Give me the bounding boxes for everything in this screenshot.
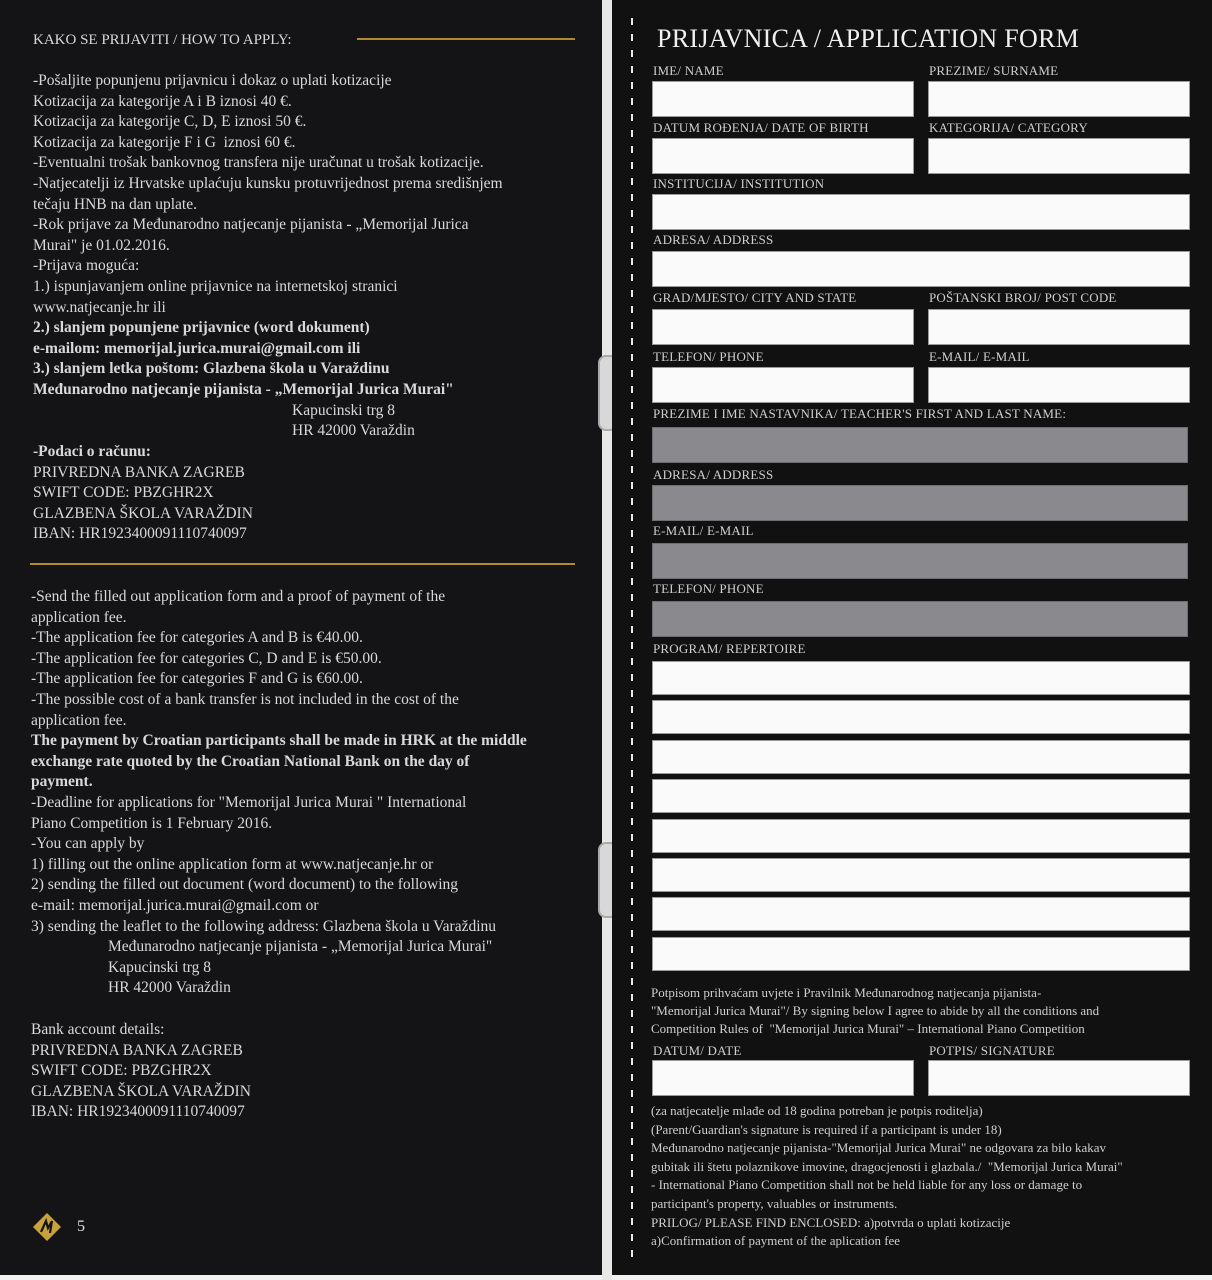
program-row-field[interactable]	[652, 819, 1190, 853]
instruction-line: -The possible cost of a bank transfer is not included in the cost of the	[31, 691, 459, 708]
teacher-name-field[interactable]	[652, 427, 1188, 463]
instruction-line: -Natjecatelji iz Hrvatske uplaćuju kunsku protuvrijednost prema središnjem	[33, 175, 503, 192]
email-label: E-MAIL/ E-MAIL	[929, 349, 1030, 364]
instruction-line: 3) sending the leaflet to the following address: Glazbena škola u Varaždinu	[31, 917, 497, 935]
instruction-line: tečaju HNB na dan uplate.	[33, 195, 197, 213]
instruction-line: -The application fee for categories F and G is €60.00.	[31, 670, 363, 688]
instruction-line: application fee.	[31, 711, 127, 729]
instruction-line: Murai" je 01.02.2016.	[33, 236, 170, 254]
instruction-line: Međunarodno natjecanje pijanista - „Memorijal Jurica Murai"	[108, 938, 493, 956]
program-row-field[interactable]	[652, 661, 1190, 695]
instruction-line: HR 42000 Varaždin	[108, 979, 231, 997]
footer-line: (Parent/Guardian's signature is required if a participant is under 18)	[651, 1121, 1002, 1137]
instruction-line: Kapucinski trg 8	[108, 958, 212, 976]
date-field[interactable]	[652, 1060, 914, 1096]
bank-line: PRIVREDNA BANKA ZAGREB	[31, 1041, 243, 1059]
teacher-phone-label: TELEFON/ PHONE	[653, 581, 764, 596]
bank-line: PRIVREDNA BANKA ZAGREB	[33, 463, 245, 481]
instruction-line: -Rok prijave za Međunarodno natjecanje pijanista - „Memorijal Jurica	[33, 216, 469, 234]
signature-field[interactable]	[928, 1060, 1190, 1096]
teacher-email-label: E-MAIL/ E-MAIL	[653, 523, 754, 538]
instruction-line: 2.) slanjem popunjene prijavnice (word dokument)	[33, 319, 370, 337]
bank-line: IBAN: HR1923400091110740097	[33, 525, 247, 543]
phone-field[interactable]	[652, 367, 914, 403]
bank-line: SWIFT CODE: PBZGHR2X	[31, 1062, 212, 1080]
competition-logo-icon	[32, 1212, 62, 1242]
footer-line: gubitak ili štetu polaznikove imovine, dragocjenosti i glazbala./ "Memorijal Jurica Murai"	[651, 1158, 1123, 1174]
instruction-line: -Eventualni trošak bankovnog transfera nije uračunat u trošak kotizacije.	[33, 154, 484, 172]
instruction-line: -Deadline for applications for "Memorijal Jurica Murai " International	[31, 794, 467, 811]
city-label: GRAD/MJESTO/ CITY AND STATE	[653, 290, 857, 305]
program-row-field[interactable]	[652, 700, 1190, 734]
program-row-field[interactable]	[652, 779, 1190, 813]
date-label: DATUM/ DATE	[653, 1043, 742, 1058]
how-to-apply-heading: KAKO SE PRIJAVITI / HOW TO APPLY:	[33, 32, 292, 48]
dob-field[interactable]	[652, 138, 914, 174]
instruction-line: -Prijava moguća:	[33, 257, 140, 275]
instruction-line: HR 42000 Varaždin	[292, 422, 415, 440]
footer-line: (za natjecatelje mlađe od 18 godina potreban je potpis roditelja)	[651, 1103, 983, 1118]
instruction-line: -Pošaljite popunjenu prijavnicu i dokaz o uplati kotizacije	[33, 72, 392, 89]
program-label: PROGRAM/ REPERTOIRE	[653, 641, 806, 656]
postcode-field[interactable]	[928, 309, 1190, 345]
instruction-line: Kotizacija za kategorije F i G iznosi 60 €.	[33, 133, 296, 151]
instruction-line: exchange rate quoted by the Croatian National Bank on the day of	[31, 752, 470, 770]
teacher-email-field[interactable]	[652, 543, 1188, 579]
program-row-field[interactable]	[652, 858, 1190, 892]
surname-label: PREZIME/ SURNAME	[929, 63, 1059, 78]
name-field[interactable]	[652, 81, 914, 117]
instruction-line: Kotizacija za kategorije A i B iznosi 40 €.	[33, 92, 292, 110]
page-fold	[602, 0, 612, 1280]
cut-line	[631, 18, 633, 1265]
footer-line: a)Confirmation of payment of the aplication fee	[651, 1233, 901, 1249]
bank-line: -Podaci o računu:	[33, 443, 151, 460]
signature-label: POTPIS/ SIGNATURE	[929, 1043, 1055, 1058]
institution-label: INSTITUCIJA/ INSTITUTION	[653, 176, 825, 191]
bank-line: SWIFT CODE: PBZGHR2X	[33, 484, 214, 502]
instruction-line: Međunarodno natjecanje pijanista - „Memorijal Jurica Murai"	[33, 381, 454, 398]
instruction-line: Kapucinski trg 8	[292, 401, 396, 419]
city-field[interactable]	[652, 309, 914, 345]
instruction-line: -Send the filled out application form and a proof of payment of the	[31, 588, 446, 605]
program-row-field[interactable]	[652, 937, 1190, 971]
teacher-name-label: PREZIME I IME NASTAVNIKA/ TEACHER'S FIRST AND LAST NAME:	[653, 406, 1067, 421]
instruction-line: 1.) ispunjavanjem online prijavnice na internetskoj stranici	[33, 278, 398, 295]
instruction-line: e-mailom: memorijal.jurica.murai@gmail.com ili	[33, 339, 361, 357]
program-row-field[interactable]	[652, 740, 1190, 774]
institution-field[interactable]	[652, 194, 1190, 230]
heading-divider	[357, 38, 575, 40]
footer-line: - International Piano Competition shall not be held liable for any loss or damage to	[651, 1177, 1083, 1193]
bank-line: IBAN: HR1923400091110740097	[31, 1103, 245, 1121]
program-row-field[interactable]	[652, 897, 1190, 931]
footer-line: participant's property, valuables or instruments.	[651, 1196, 898, 1211]
bank-line: Bank account details:	[31, 1021, 165, 1038]
address-field[interactable]	[652, 251, 1190, 287]
consent-line: Competition Rules of "Memorijal Jurica Murai" – International Piano Competition	[651, 1021, 1085, 1036]
instruction-line: -The application fee for categories A and B is €40.00.	[31, 629, 363, 647]
instruction-line: payment.	[31, 773, 93, 791]
teacher-phone-field[interactable]	[652, 601, 1188, 637]
consent-line: "Memorijal Jurica Murai"/ By signing below I agree to abide by all the conditions and	[651, 1003, 1100, 1018]
phone-label: TELEFON/ PHONE	[653, 349, 764, 364]
page-number: 5	[77, 1218, 85, 1235]
instruction-line: Kotizacija za kategorije C, D, E iznosi 50 €.	[33, 113, 307, 131]
surname-field[interactable]	[928, 81, 1190, 117]
form-title: PRIJAVNICA / APPLICATION FORM	[657, 24, 1080, 53]
instruction-line: Piano Competition is 1 February 2016.	[31, 814, 273, 832]
category-label: KATEGORIJA/ CATEGORY	[929, 120, 1088, 135]
instruction-line: e-mail: memorijal.jurica.murai@gmail.com or	[31, 897, 319, 914]
instruction-line: 3.) slanjem letka poštom: Glazbena škola u Varaždinu	[33, 360, 390, 378]
footer-line: Međunarodno natjecanje pijanista-"Memorijal Jurica Murai" ne odgovara za bilo kakav	[651, 1140, 1106, 1156]
instruction-line: 1) filling out the online application form at www.natjecanje.hr or	[31, 855, 434, 873]
postcode-label: POŠTANSKI BROJ/ POST CODE	[929, 290, 1117, 305]
instruction-line: application fee.	[31, 608, 127, 626]
category-field[interactable]	[928, 138, 1190, 174]
instruction-line: -The application fee for categories C, D and E is €50.00.	[31, 649, 382, 667]
section-divider	[30, 563, 575, 565]
footer-line: PRILOG/ PLEASE FIND ENCLOSED: a)potvrda o uplati kotizacije	[651, 1214, 1011, 1230]
bank-line: GLAZBENA ŠKOLA VARAŽDIN	[33, 504, 253, 522]
application-form	[612, 0, 1212, 1275]
teacher-address-label: ADRESA/ ADDRESS	[653, 467, 774, 482]
address-label: ADRESA/ ADDRESS	[653, 232, 774, 247]
consent-line: Potpisom prihvaćam uvjete i Pravilnik Međunarodnog natjecanja pijanista-	[651, 985, 1042, 1000]
instruction-line: www.natjecanje.hr ili	[33, 298, 166, 316]
dob-label: DATUM ROĐENJA/ DATE OF BIRTH	[653, 120, 869, 135]
instruction-line: The payment by Croatian participants shall be made in HRK at the middle	[31, 732, 527, 750]
instruction-line: 2) sending the filled out document (word document) to the following	[31, 876, 459, 894]
instruction-line: -You can apply by	[31, 835, 145, 853]
email-field[interactable]	[928, 367, 1190, 403]
info-page	[0, 0, 602, 1275]
bank-line: GLAZBENA ŠKOLA VARAŽDIN	[31, 1082, 251, 1100]
teacher-address-field[interactable]	[652, 485, 1188, 521]
name-label: IME/ NAME	[653, 63, 724, 78]
